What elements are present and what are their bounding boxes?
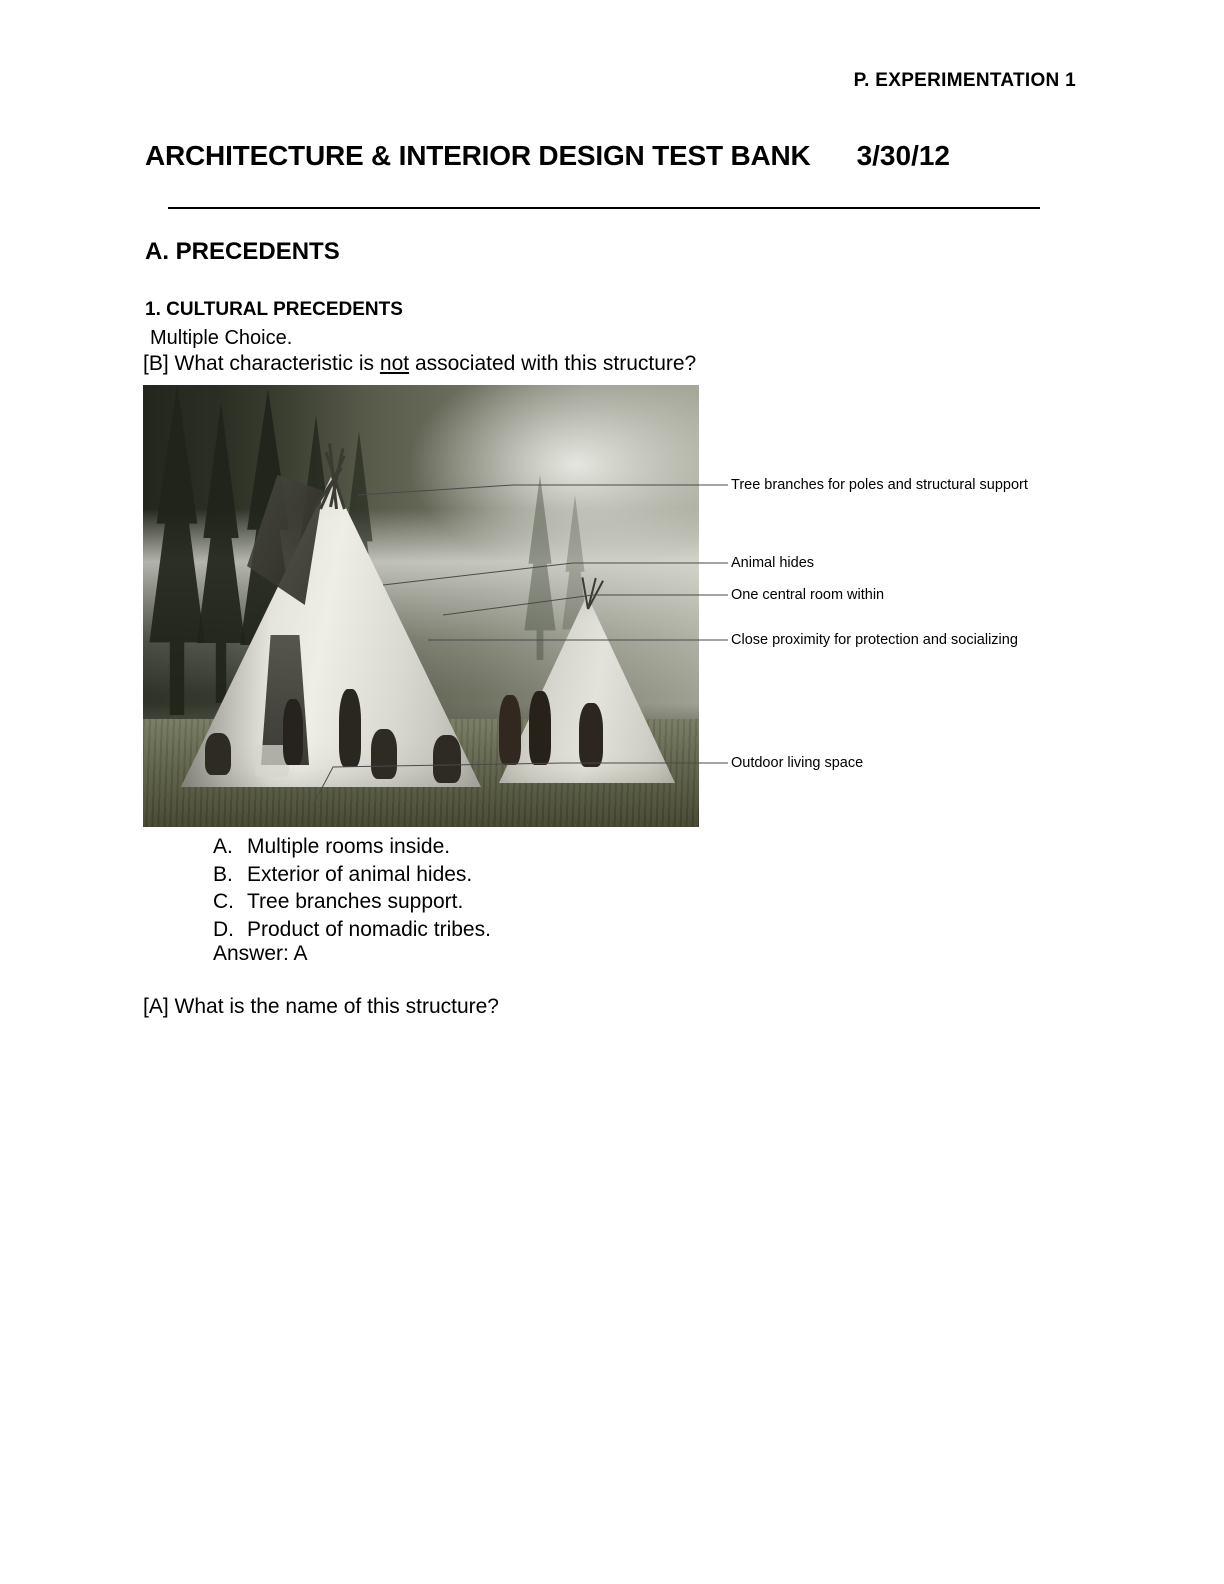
choice-c-letter: C. [213,890,234,913]
question-1-emphasis: not [379,352,410,375]
seated-figure [433,735,461,783]
photo-background [143,385,699,827]
teepee-photograph [143,385,699,827]
callout-label-close-proximity: Close proximity for protection and socializing [731,632,1018,648]
standing-figure [499,695,521,765]
seated-figure [205,733,231,775]
choice-d[interactable] [213,916,491,944]
document-title: ARCHITECTURE & INTERIOR DESIGN TEST BANK [145,140,811,171]
tree-silhouette [523,475,557,660]
answer-key: Answer: A [213,942,308,965]
callout-label-outdoor-living: Outdoor living space [731,755,864,771]
teepee-secondary-poles [573,575,603,609]
seated-figure [371,729,397,779]
choice-d-text: Product of nomadic tribes. [247,917,491,941]
running-head: P. EXPERIMENTATION 1 [853,70,1076,91]
tree-silhouette [195,403,247,703]
choice-c-text: Tree branches support. [247,890,464,913]
question-1-suffix: associated with this structure? [409,352,697,375]
choice-c[interactable] [213,888,491,916]
document-title-row [145,140,1045,172]
choice-a-letter: A. [213,835,233,858]
answer-choices [213,833,491,943]
document-date: 3/30/12 [856,140,950,171]
standing-figure [283,699,303,765]
standing-figure [339,689,361,767]
standing-figure [529,691,551,765]
section-heading-precedents: A. PRECEDENTS [145,238,340,265]
standing-figure [579,703,603,767]
callout-label-tree-branches: Tree branches for poles and structural support [731,477,1028,493]
title-divider [168,207,1040,209]
choice-d-letter: D. [213,917,234,941]
choice-a-text: Multiple rooms inside. [247,835,451,858]
question-2-text: [A] What is the name of this structure? [143,995,499,1018]
choice-a[interactable] [213,833,491,861]
question-1-prefix: [B] What characteristic is [143,352,380,375]
choice-b[interactable] [213,861,491,889]
callout-label-animal-hides: Animal hides [731,555,815,571]
choice-b-letter: B. [213,862,233,886]
question-1-text [143,352,696,376]
callout-label-central-room: One central room within [731,587,885,603]
tree-silhouette [147,385,207,715]
choice-b-text: Exterior of animal hides. [247,862,473,886]
subsection-heading-cultural-precedents: 1. CULTURAL PRECEDENTS [145,299,403,320]
format-note: Multiple Choice. [150,327,293,349]
